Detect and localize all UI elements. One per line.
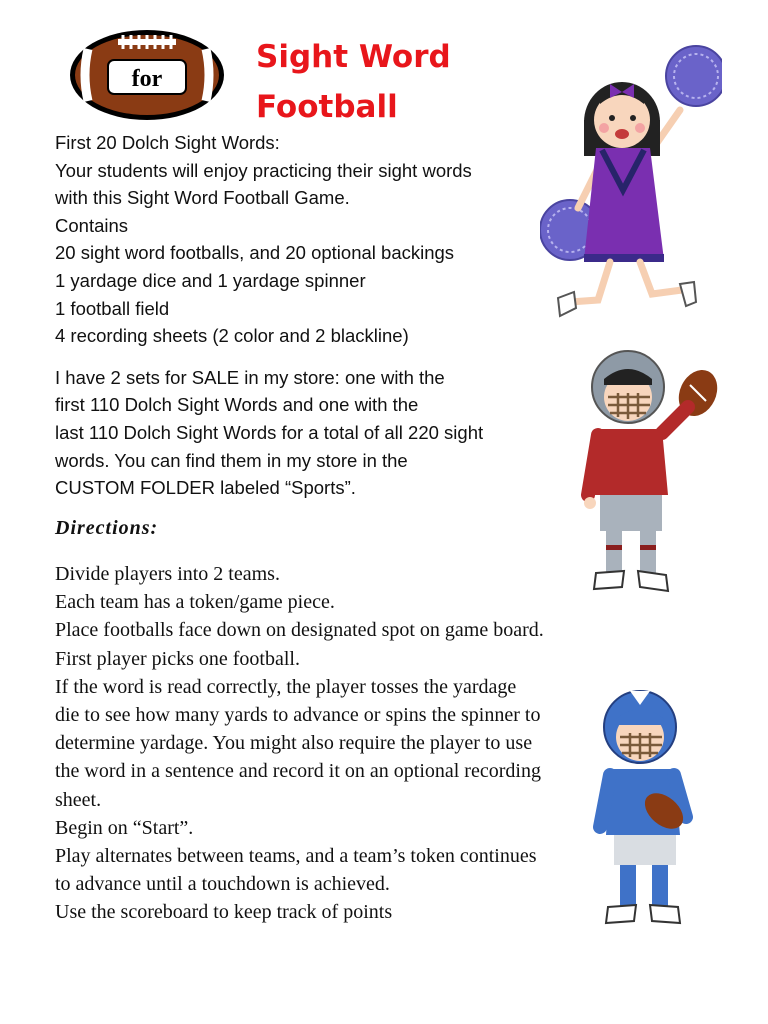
direction-line: determine yardage. You might also require the player to use	[55, 732, 533, 755]
football-player-blue-illustration	[590, 685, 710, 930]
sale-line: I have 2 sets for SALE in my store: one with the	[55, 366, 445, 388]
directions-list	[55, 560, 605, 927]
cheerleader-illustration	[540, 40, 722, 330]
title-line-1: Sight Word	[256, 39, 451, 75]
football-player-red-illustration	[580, 345, 720, 600]
direction-line: First player picks one football.	[55, 647, 300, 670]
cheer-dress	[584, 148, 664, 260]
sale-line: words. You can find them in my store in the	[55, 449, 408, 471]
intro-line: 1 yardage dice and 1 yardage spinner	[55, 269, 366, 291]
intro-line: First 20 Dolch Sight Words:	[55, 132, 280, 153]
title-line-2: Football	[256, 89, 398, 125]
direction-line: If the word is read correctly, the player tosses the yardage	[55, 675, 517, 698]
football-stripe-right	[206, 49, 209, 101]
intro-line: 20 sight word footballs, and 20 optional backings	[55, 242, 455, 264]
football-stripe-left	[85, 49, 88, 101]
intro-text	[55, 129, 575, 502]
direction-line: Begin on “Start”.	[55, 816, 194, 839]
page-title	[256, 32, 451, 132]
paragraph-gap	[55, 350, 575, 364]
direction-line: to advance until a touchdown is achieved.	[55, 873, 390, 896]
football-lace-stitches	[123, 35, 171, 49]
direction-line: Use the scoreboard to keep track of points	[55, 901, 393, 924]
red-jersey	[594, 429, 668, 495]
direction-line: Divide players into 2 teams.	[55, 563, 280, 585]
football-logo	[68, 27, 226, 123]
intro-line: 1 football field	[55, 297, 170, 319]
direction-line: sheet.	[55, 788, 102, 811]
directions-heading: Directions:	[55, 517, 159, 539]
intro-line: with this Sight Word Football Game.	[55, 187, 350, 209]
direction-line: Place footballs face down on designated spot on game board.	[55, 619, 544, 642]
sale-line: CUSTOM FOLDER labeled “Sports”.	[55, 477, 356, 499]
intro-line: 4 recording sheets (2 color and 2 blackline)	[55, 325, 409, 347]
football-label-text: for	[131, 66, 163, 92]
sale-line: first 110 Dolch Sight Words and one with the	[55, 394, 419, 416]
direction-line: Each team has a token/game piece.	[55, 591, 335, 614]
direction-line: Play alternates between teams, and a team’s token continues	[55, 845, 537, 868]
direction-line: the word in a sentence and record it on an optional recording	[55, 760, 541, 783]
intro-line: Contains	[55, 214, 129, 236]
direction-line: die to see how many yards to advance or spins the spinner to	[55, 704, 541, 727]
intro-line: Your students will enjoy practicing their sight words	[55, 159, 472, 181]
sale-line: last 110 Dolch Sight Words for a total of all 220 sight	[55, 421, 484, 443]
